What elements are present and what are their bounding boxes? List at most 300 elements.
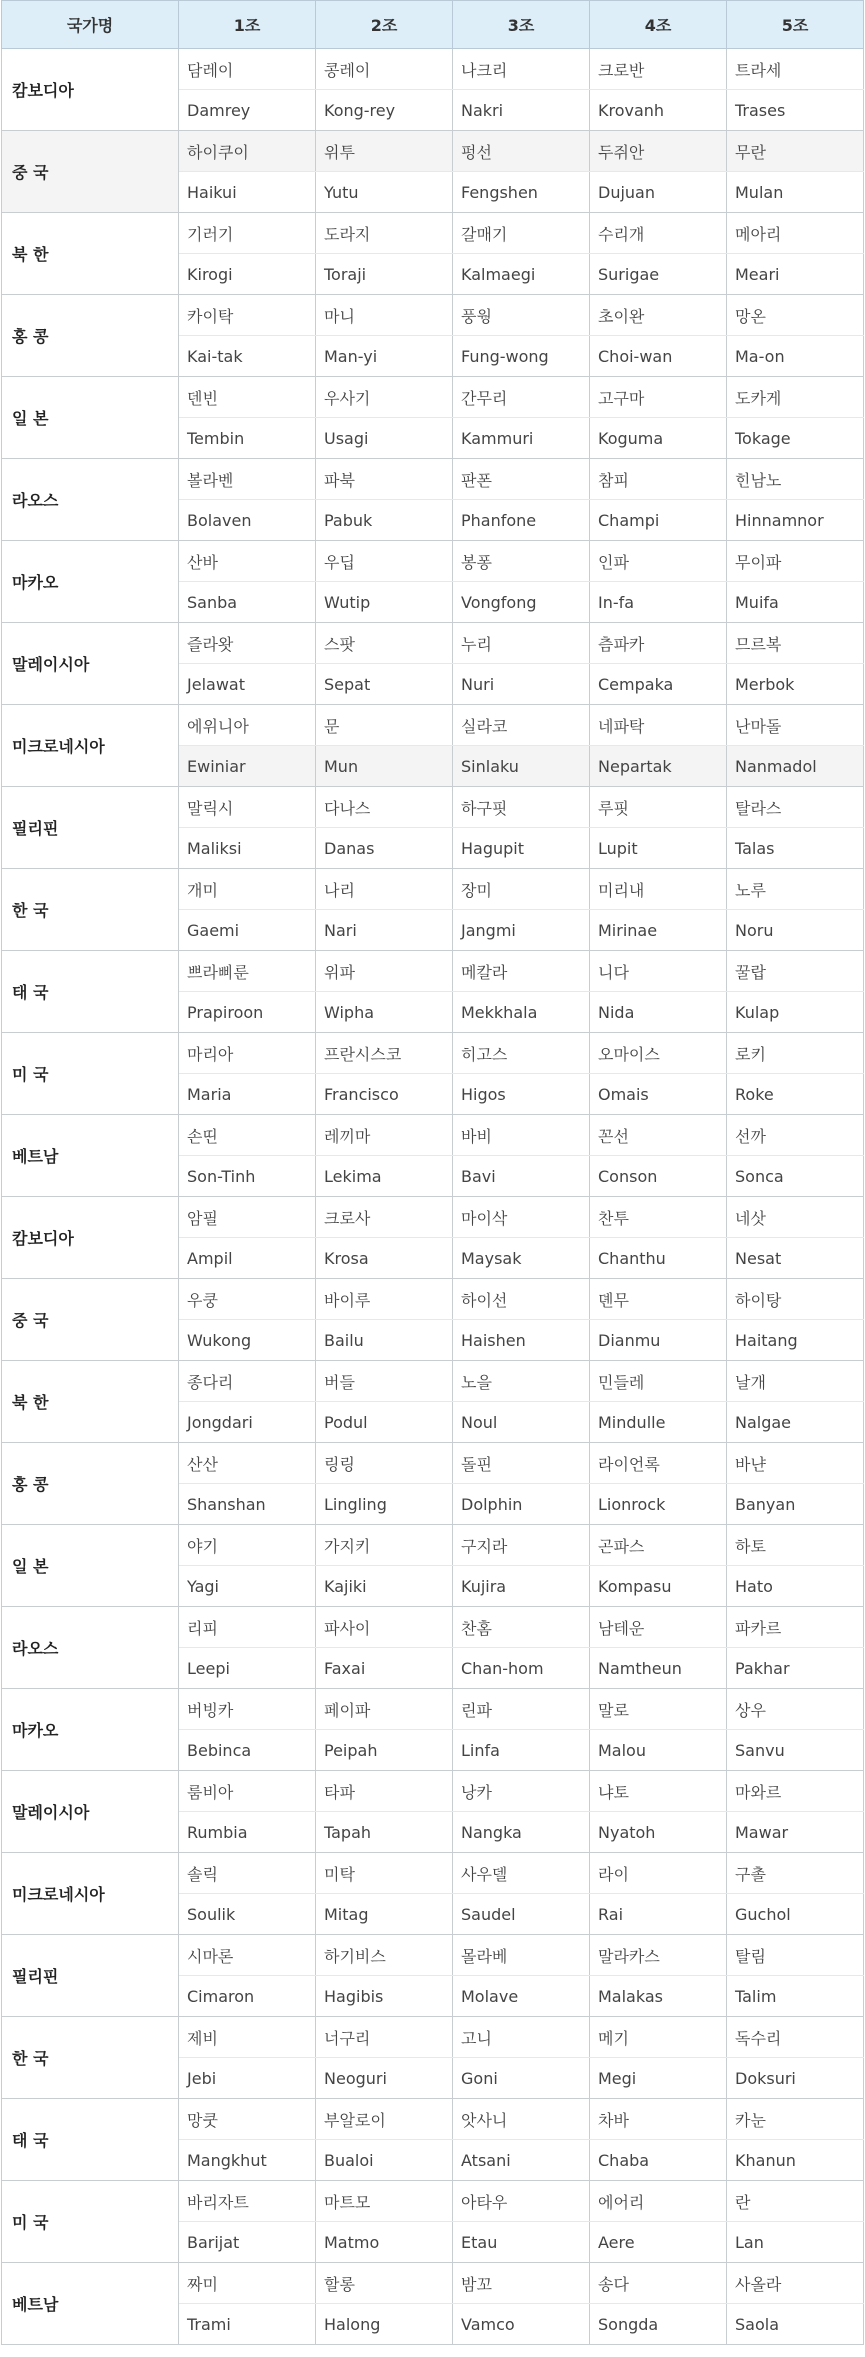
typhoon-name-english: Chanthu bbox=[590, 1238, 727, 1279]
typhoon-name-english: Kai-tak bbox=[179, 336, 316, 377]
typhoon-name-korean: 상우 bbox=[727, 1689, 864, 1730]
typhoon-name-korean: 개미 bbox=[179, 869, 316, 910]
typhoon-name-english: Nida bbox=[590, 992, 727, 1033]
table-row bbox=[2, 1279, 864, 1320]
typhoon-name-korean: 라이 bbox=[590, 1853, 727, 1894]
typhoon-name-korean: 담레이 bbox=[179, 49, 316, 90]
table-row bbox=[2, 1361, 864, 1402]
typhoon-name-english: Prapiroon bbox=[179, 992, 316, 1033]
typhoon-name-english: Kong-rey bbox=[316, 90, 453, 131]
typhoon-name-english: Nanmadol bbox=[727, 746, 864, 787]
typhoon-name-english: Kulap bbox=[727, 992, 864, 1033]
country-cell: 중 국 bbox=[2, 1279, 179, 1361]
typhoon-name-english: Damrey bbox=[179, 90, 316, 131]
typhoon-name-korean: 트라세 bbox=[727, 49, 864, 90]
typhoon-name-english: Gaemi bbox=[179, 910, 316, 951]
typhoon-name-korean: 참피 bbox=[590, 459, 727, 500]
typhoon-name-english: Pabuk bbox=[316, 500, 453, 541]
country-cell: 태 국 bbox=[2, 2099, 179, 2181]
typhoon-name-korean: 탈라스 bbox=[727, 787, 864, 828]
typhoon-name-english: Banyan bbox=[727, 1484, 864, 1525]
typhoon-name-korean: 산바 bbox=[179, 541, 316, 582]
typhoon-name-korean: 미리내 bbox=[590, 869, 727, 910]
typhoon-name-english: Chan-hom bbox=[453, 1648, 590, 1689]
typhoon-name-english: Atsani bbox=[453, 2140, 590, 2181]
table-row bbox=[2, 1853, 864, 1894]
typhoon-name-korean: 민들레 bbox=[590, 1361, 727, 1402]
typhoon-name-korean: 덴빈 bbox=[179, 377, 316, 418]
typhoon-name-english: Meari bbox=[727, 254, 864, 295]
typhoon-name-korean: 몰라베 bbox=[453, 1935, 590, 1976]
typhoon-name-korean: 버빙카 bbox=[179, 1689, 316, 1730]
typhoon-name-korean: 야기 bbox=[179, 1525, 316, 1566]
typhoon-name-english: Mekkhala bbox=[453, 992, 590, 1033]
typhoon-name-english: Yagi bbox=[179, 1566, 316, 1607]
typhoon-name-english: Trami bbox=[179, 2304, 316, 2345]
typhoon-name-english: Phanfone bbox=[453, 500, 590, 541]
typhoon-name-korean: 실라코 bbox=[453, 705, 590, 746]
typhoon-name-korean: 앗사니 bbox=[453, 2099, 590, 2140]
typhoon-name-english: Sanvu bbox=[727, 1730, 864, 1771]
typhoon-name-english: Neoguri bbox=[316, 2058, 453, 2099]
typhoon-name-english: Bualoi bbox=[316, 2140, 453, 2181]
typhoon-name-korean: 하이탕 bbox=[727, 1279, 864, 1320]
typhoon-name-english: Linfa bbox=[453, 1730, 590, 1771]
typhoon-name-english: Roke bbox=[727, 1074, 864, 1115]
typhoon-name-english: Talim bbox=[727, 1976, 864, 2017]
table-row bbox=[2, 2099, 864, 2140]
typhoon-name-korean: 고구마 bbox=[590, 377, 727, 418]
typhoon-name-korean: 솔릭 bbox=[179, 1853, 316, 1894]
table-body bbox=[2, 49, 864, 2345]
typhoon-name-korean: 네파탁 bbox=[590, 705, 727, 746]
typhoon-name-english: Yutu bbox=[316, 172, 453, 213]
country-cell: 북 한 bbox=[2, 213, 179, 295]
typhoon-name-english: Saudel bbox=[453, 1894, 590, 1935]
typhoon-name-korean: 카이탁 bbox=[179, 295, 316, 336]
typhoon-name-korean: 송다 bbox=[590, 2263, 727, 2304]
typhoon-name-korean: 우쿵 bbox=[179, 1279, 316, 1320]
typhoon-name-english: Nangka bbox=[453, 1812, 590, 1853]
typhoon-name-korean: 바비 bbox=[453, 1115, 590, 1156]
typhoon-name-english: Hagupit bbox=[453, 828, 590, 869]
typhoon-name-korean: 수리개 bbox=[590, 213, 727, 254]
typhoon-name-korean: 구촐 bbox=[727, 1853, 864, 1894]
typhoon-name-english: Nesat bbox=[727, 1238, 864, 1279]
country-cell: 미 국 bbox=[2, 1033, 179, 1115]
typhoon-name-english: Vongfong bbox=[453, 582, 590, 623]
typhoon-name-english: Kompasu bbox=[590, 1566, 727, 1607]
typhoon-name-korean: 사올라 bbox=[727, 2263, 864, 2304]
typhoon-name-korean: 제비 bbox=[179, 2017, 316, 2058]
table-row bbox=[2, 131, 864, 172]
header-group-2: 2조 bbox=[316, 1, 453, 49]
country-cell: 마카오 bbox=[2, 541, 179, 623]
typhoon-name-english: Krosa bbox=[316, 1238, 453, 1279]
typhoon-name-korean: 페이파 bbox=[316, 1689, 453, 1730]
typhoon-name-korean: 초이완 bbox=[590, 295, 727, 336]
typhoon-name-korean: 뎬무 bbox=[590, 1279, 727, 1320]
typhoon-name-korean: 버들 bbox=[316, 1361, 453, 1402]
country-cell: 말레이시아 bbox=[2, 1771, 179, 1853]
typhoon-name-english: Mindulle bbox=[590, 1402, 727, 1443]
table-row bbox=[2, 1771, 864, 1812]
typhoon-name-english: Matmo bbox=[316, 2222, 453, 2263]
typhoon-name-english: Francisco bbox=[316, 1074, 453, 1115]
typhoon-name-korean: 프란시스코 bbox=[316, 1033, 453, 1074]
typhoon-name-korean: 망온 bbox=[727, 295, 864, 336]
typhoon-name-english: Sepat bbox=[316, 664, 453, 705]
typhoon-name-korean: 부알로이 bbox=[316, 2099, 453, 2140]
typhoon-name-english: Guchol bbox=[727, 1894, 864, 1935]
typhoon-name-korean: 도카게 bbox=[727, 377, 864, 418]
table-row bbox=[2, 705, 864, 746]
typhoon-name-english: Podul bbox=[316, 1402, 453, 1443]
typhoon-name-korean: 츰파카 bbox=[590, 623, 727, 664]
typhoon-name-english: Jebi bbox=[179, 2058, 316, 2099]
typhoon-name-korean: 짜미 bbox=[179, 2263, 316, 2304]
typhoon-name-korean: 꿀랍 bbox=[727, 951, 864, 992]
typhoon-name-korean: 너구리 bbox=[316, 2017, 453, 2058]
country-cell: 라오스 bbox=[2, 459, 179, 541]
typhoon-name-english: Hato bbox=[727, 1566, 864, 1607]
table-row bbox=[2, 1115, 864, 1156]
typhoon-name-english: Ampil bbox=[179, 1238, 316, 1279]
typhoon-name-korean: 손띤 bbox=[179, 1115, 316, 1156]
country-cell: 말레이시아 bbox=[2, 623, 179, 705]
typhoon-name-korean: 하구핏 bbox=[453, 787, 590, 828]
typhoon-name-korean: 메아리 bbox=[727, 213, 864, 254]
typhoon-name-korean: 로키 bbox=[727, 1033, 864, 1074]
typhoon-name-korean: 말로 bbox=[590, 1689, 727, 1730]
typhoon-name-english: Kujira bbox=[453, 1566, 590, 1607]
typhoon-name-korean: 밤꼬 bbox=[453, 2263, 590, 2304]
typhoon-name-korean: 크로사 bbox=[316, 1197, 453, 1238]
typhoon-name-korean: 린파 bbox=[453, 1689, 590, 1730]
country-cell: 일 본 bbox=[2, 377, 179, 459]
typhoon-name-english: Molave bbox=[453, 1976, 590, 2017]
typhoon-name-english: Jelawat bbox=[179, 664, 316, 705]
typhoon-name-english: Cimaron bbox=[179, 1976, 316, 2017]
typhoon-name-english: Mun bbox=[316, 746, 453, 787]
typhoon-name-korean: 룸비아 bbox=[179, 1771, 316, 1812]
typhoon-name-english: Etau bbox=[453, 2222, 590, 2263]
header-group-3: 3조 bbox=[453, 1, 590, 49]
table-row bbox=[2, 541, 864, 582]
typhoon-name-korean: 바냔 bbox=[727, 1443, 864, 1484]
typhoon-name-korean: 므르복 bbox=[727, 623, 864, 664]
typhoon-name-korean: 기러기 bbox=[179, 213, 316, 254]
table-row bbox=[2, 1443, 864, 1484]
typhoon-name-english: Surigae bbox=[590, 254, 727, 295]
typhoon-name-korean: 아타우 bbox=[453, 2181, 590, 2222]
typhoon-name-korean: 파북 bbox=[316, 459, 453, 500]
typhoon-name-korean: 하이쿠이 bbox=[179, 131, 316, 172]
typhoon-name-korean: 독수리 bbox=[727, 2017, 864, 2058]
typhoon-name-english: Trases bbox=[727, 90, 864, 131]
typhoon-name-korean: 간무리 bbox=[453, 377, 590, 418]
typhoon-name-korean: 누리 bbox=[453, 623, 590, 664]
table-row bbox=[2, 1033, 864, 1074]
typhoon-name-korean: 히고스 bbox=[453, 1033, 590, 1074]
typhoon-name-english: Hagibis bbox=[316, 1976, 453, 2017]
typhoon-name-korean: 바이루 bbox=[316, 1279, 453, 1320]
typhoon-name-korean: 위투 bbox=[316, 131, 453, 172]
table-row bbox=[2, 2263, 864, 2304]
typhoon-name-korean: 콩레이 bbox=[316, 49, 453, 90]
header-group-1: 1조 bbox=[179, 1, 316, 49]
typhoon-name-korean: 냐토 bbox=[590, 1771, 727, 1812]
country-cell: 미 국 bbox=[2, 2181, 179, 2263]
country-cell: 필리핀 bbox=[2, 787, 179, 869]
typhoon-name-english: Mirinae bbox=[590, 910, 727, 951]
typhoon-name-english: Cempaka bbox=[590, 664, 727, 705]
typhoon-name-korean: 사우델 bbox=[453, 1853, 590, 1894]
typhoon-name-english: Pakhar bbox=[727, 1648, 864, 1689]
typhoon-name-korean: 우사기 bbox=[316, 377, 453, 418]
typhoon-name-english: Namtheun bbox=[590, 1648, 727, 1689]
header-group-4: 4조 bbox=[590, 1, 727, 49]
typhoon-name-korean: 라이언록 bbox=[590, 1443, 727, 1484]
table-row bbox=[2, 49, 864, 90]
typhoon-name-english: Kalmaegi bbox=[453, 254, 590, 295]
typhoon-name-english: Fung-wong bbox=[453, 336, 590, 377]
typhoon-name-english: Wutip bbox=[316, 582, 453, 623]
country-cell: 한 국 bbox=[2, 2017, 179, 2099]
typhoon-name-korean: 구지라 bbox=[453, 1525, 590, 1566]
typhoon-name-english: Dujuan bbox=[590, 172, 727, 213]
typhoon-name-korean: 말라카스 bbox=[590, 1935, 727, 1976]
typhoon-name-english: Champi bbox=[590, 500, 727, 541]
typhoon-name-korean: 봉퐁 bbox=[453, 541, 590, 582]
typhoon-name-english: Toraji bbox=[316, 254, 453, 295]
typhoon-name-english: Lan bbox=[727, 2222, 864, 2263]
typhoon-name-english: Kammuri bbox=[453, 418, 590, 459]
country-cell: 베트남 bbox=[2, 2263, 179, 2345]
typhoon-name-korean: 파사이 bbox=[316, 1607, 453, 1648]
typhoon-name-english: Tokage bbox=[727, 418, 864, 459]
typhoon-name-korean: 무이파 bbox=[727, 541, 864, 582]
typhoon-name-korean: 노루 bbox=[727, 869, 864, 910]
typhoon-name-english: Nyatoh bbox=[590, 1812, 727, 1853]
typhoon-name-english: Fengshen bbox=[453, 172, 590, 213]
typhoon-name-english: Bebinca bbox=[179, 1730, 316, 1771]
typhoon-name-korean: 찬홈 bbox=[453, 1607, 590, 1648]
table-row bbox=[2, 2017, 864, 2058]
typhoon-name-english: Lekima bbox=[316, 1156, 453, 1197]
typhoon-name-english: Peipah bbox=[316, 1730, 453, 1771]
typhoon-name-korean: 풍웡 bbox=[453, 295, 590, 336]
typhoon-name-korean: 타파 bbox=[316, 1771, 453, 1812]
typhoon-name-korean: 난마돌 bbox=[727, 705, 864, 746]
typhoon-name-english: Nari bbox=[316, 910, 453, 951]
header-group-5: 5조 bbox=[727, 1, 864, 49]
typhoon-name-korean: 리피 bbox=[179, 1607, 316, 1648]
typhoon-name-korean: 나크리 bbox=[453, 49, 590, 90]
typhoon-name-korean: 할롱 bbox=[316, 2263, 453, 2304]
typhoon-name-english: Goni bbox=[453, 2058, 590, 2099]
typhoon-name-english: Wipha bbox=[316, 992, 453, 1033]
country-cell: 한 국 bbox=[2, 869, 179, 951]
typhoon-name-english: Songda bbox=[590, 2304, 727, 2345]
typhoon-name-korean: 곤파스 bbox=[590, 1525, 727, 1566]
typhoon-name-korean: 스팟 bbox=[316, 623, 453, 664]
typhoon-name-korean: 니다 bbox=[590, 951, 727, 992]
typhoon-name-english: Rai bbox=[590, 1894, 727, 1935]
typhoon-name-korean: 낭카 bbox=[453, 1771, 590, 1812]
typhoon-name-korean: 마니 bbox=[316, 295, 453, 336]
typhoon-name-english: Barijat bbox=[179, 2222, 316, 2263]
typhoon-name-korean: 볼라벤 bbox=[179, 459, 316, 500]
typhoon-name-korean: 선까 bbox=[727, 1115, 864, 1156]
country-cell: 홍 콩 bbox=[2, 1443, 179, 1525]
typhoon-name-english: Tapah bbox=[316, 1812, 453, 1853]
typhoon-name-english: Jangmi bbox=[453, 910, 590, 951]
typhoon-name-korean: 크로반 bbox=[590, 49, 727, 90]
typhoon-name-english: Son-Tinh bbox=[179, 1156, 316, 1197]
table-row bbox=[2, 1935, 864, 1976]
typhoon-name-english: Khanun bbox=[727, 2140, 864, 2181]
typhoon-name-english: Ma-on bbox=[727, 336, 864, 377]
table-row bbox=[2, 787, 864, 828]
typhoon-name-korean: 에어리 bbox=[590, 2181, 727, 2222]
typhoon-name-english: Dolphin bbox=[453, 1484, 590, 1525]
table-row bbox=[2, 459, 864, 500]
typhoon-name-english: Higos bbox=[453, 1074, 590, 1115]
typhoon-name-korean: 망쿳 bbox=[179, 2099, 316, 2140]
typhoon-name-english: Sanba bbox=[179, 582, 316, 623]
typhoon-name-korean: 미탁 bbox=[316, 1853, 453, 1894]
typhoon-name-korean: 하토 bbox=[727, 1525, 864, 1566]
typhoon-name-english: Mitag bbox=[316, 1894, 453, 1935]
typhoon-name-english: Man-yi bbox=[316, 336, 453, 377]
typhoon-name-english: Faxai bbox=[316, 1648, 453, 1689]
typhoon-name-english: Lingling bbox=[316, 1484, 453, 1525]
country-cell: 미크로네시아 bbox=[2, 705, 179, 787]
typhoon-name-english: Sinlaku bbox=[453, 746, 590, 787]
typhoon-name-english: Haitang bbox=[727, 1320, 864, 1361]
typhoon-name-korean: 마이삭 bbox=[453, 1197, 590, 1238]
typhoon-name-korean: 하기비스 bbox=[316, 1935, 453, 1976]
typhoon-name-korean: 시마론 bbox=[179, 1935, 316, 1976]
typhoon-name-korean: 오마이스 bbox=[590, 1033, 727, 1074]
country-cell: 베트남 bbox=[2, 1115, 179, 1197]
typhoon-name-korean: 말릭시 bbox=[179, 787, 316, 828]
typhoon-name-english: Nakri bbox=[453, 90, 590, 131]
typhoon-name-english: Wukong bbox=[179, 1320, 316, 1361]
typhoon-name-english: Choi-wan bbox=[590, 336, 727, 377]
typhoon-name-korean: 에위니아 bbox=[179, 705, 316, 746]
typhoon-name-english: Maliksi bbox=[179, 828, 316, 869]
typhoon-name-english: Saola bbox=[727, 2304, 864, 2345]
table-row bbox=[2, 213, 864, 254]
table-row bbox=[2, 295, 864, 336]
typhoon-name-korean: 힌남노 bbox=[727, 459, 864, 500]
typhoon-name-korean: 쁘라삐룬 bbox=[179, 951, 316, 992]
typhoon-name-english: Dianmu bbox=[590, 1320, 727, 1361]
typhoon-name-korean: 노을 bbox=[453, 1361, 590, 1402]
typhoon-name-korean: 문 bbox=[316, 705, 453, 746]
header-row bbox=[2, 1, 864, 49]
typhoon-name-korean: 날개 bbox=[727, 1361, 864, 1402]
typhoon-name-english: Maysak bbox=[453, 1238, 590, 1279]
typhoon-name-korean: 도라지 bbox=[316, 213, 453, 254]
typhoon-name-english: Hinnamnor bbox=[727, 500, 864, 541]
typhoon-name-english: Nalgae bbox=[727, 1402, 864, 1443]
typhoon-name-english: In-fa bbox=[590, 582, 727, 623]
typhoon-name-korean: 판폰 bbox=[453, 459, 590, 500]
typhoon-name-english: Halong bbox=[316, 2304, 453, 2345]
header-country: 국가명 bbox=[2, 1, 179, 49]
typhoon-name-english: Sonca bbox=[727, 1156, 864, 1197]
country-cell: 중 국 bbox=[2, 131, 179, 213]
table-row bbox=[2, 1689, 864, 1730]
typhoon-name-korean: 산산 bbox=[179, 1443, 316, 1484]
typhoon-name-english: Doksuri bbox=[727, 2058, 864, 2099]
typhoon-name-english: Talas bbox=[727, 828, 864, 869]
table-row bbox=[2, 1197, 864, 1238]
typhoon-name-korean: 하이선 bbox=[453, 1279, 590, 1320]
typhoon-name-korean: 펑선 bbox=[453, 131, 590, 172]
table-row bbox=[2, 2181, 864, 2222]
typhoon-name-english: Conson bbox=[590, 1156, 727, 1197]
typhoon-name-korean: 바리자트 bbox=[179, 2181, 316, 2222]
typhoon-name-english: Bailu bbox=[316, 1320, 453, 1361]
typhoon-name-english: Malakas bbox=[590, 1976, 727, 2017]
typhoon-name-english: Merbok bbox=[727, 664, 864, 705]
country-cell: 홍 콩 bbox=[2, 295, 179, 377]
country-cell: 마카오 bbox=[2, 1689, 179, 1771]
typhoon-name-korean: 루핏 bbox=[590, 787, 727, 828]
typhoon-name-english: Malou bbox=[590, 1730, 727, 1771]
typhoon-name-english: Megi bbox=[590, 2058, 727, 2099]
typhoon-name-korean: 마리아 bbox=[179, 1033, 316, 1074]
table-row bbox=[2, 377, 864, 418]
country-cell: 캄보디아 bbox=[2, 49, 179, 131]
table-row bbox=[2, 869, 864, 910]
typhoon-name-english: Lupit bbox=[590, 828, 727, 869]
typhoon-name-english: Ewiniar bbox=[179, 746, 316, 787]
typhoon-name-english: Nepartak bbox=[590, 746, 727, 787]
typhoon-name-korean: 암필 bbox=[179, 1197, 316, 1238]
typhoon-name-korean: 즐라왓 bbox=[179, 623, 316, 664]
typhoon-name-english: Kajiki bbox=[316, 1566, 453, 1607]
typhoon-name-korean: 무란 bbox=[727, 131, 864, 172]
typhoon-name-korean: 가지키 bbox=[316, 1525, 453, 1566]
typhoon-name-english: Bavi bbox=[453, 1156, 590, 1197]
typhoon-name-korean: 고니 bbox=[453, 2017, 590, 2058]
typhoon-name-korean: 마와르 bbox=[727, 1771, 864, 1812]
typhoon-name-english: Koguma bbox=[590, 418, 727, 459]
typhoon-names-table bbox=[1, 0, 864, 2345]
typhoon-name-english: Haikui bbox=[179, 172, 316, 213]
typhoon-name-korean: 카눈 bbox=[727, 2099, 864, 2140]
country-cell: 태 국 bbox=[2, 951, 179, 1033]
table-row bbox=[2, 1525, 864, 1566]
typhoon-name-korean: 꼰선 bbox=[590, 1115, 727, 1156]
country-cell: 라오스 bbox=[2, 1607, 179, 1689]
typhoon-name-korean: 찬투 bbox=[590, 1197, 727, 1238]
typhoon-name-english: Mawar bbox=[727, 1812, 864, 1853]
typhoon-name-korean: 차바 bbox=[590, 2099, 727, 2140]
typhoon-name-korean: 네삿 bbox=[727, 1197, 864, 1238]
typhoon-name-korean: 레끼마 bbox=[316, 1115, 453, 1156]
typhoon-name-english: Mangkhut bbox=[179, 2140, 316, 2181]
typhoon-name-korean: 두쥐안 bbox=[590, 131, 727, 172]
typhoon-name-english: Noul bbox=[453, 1402, 590, 1443]
typhoon-name-english: Vamco bbox=[453, 2304, 590, 2345]
typhoon-name-korean: 나리 bbox=[316, 869, 453, 910]
